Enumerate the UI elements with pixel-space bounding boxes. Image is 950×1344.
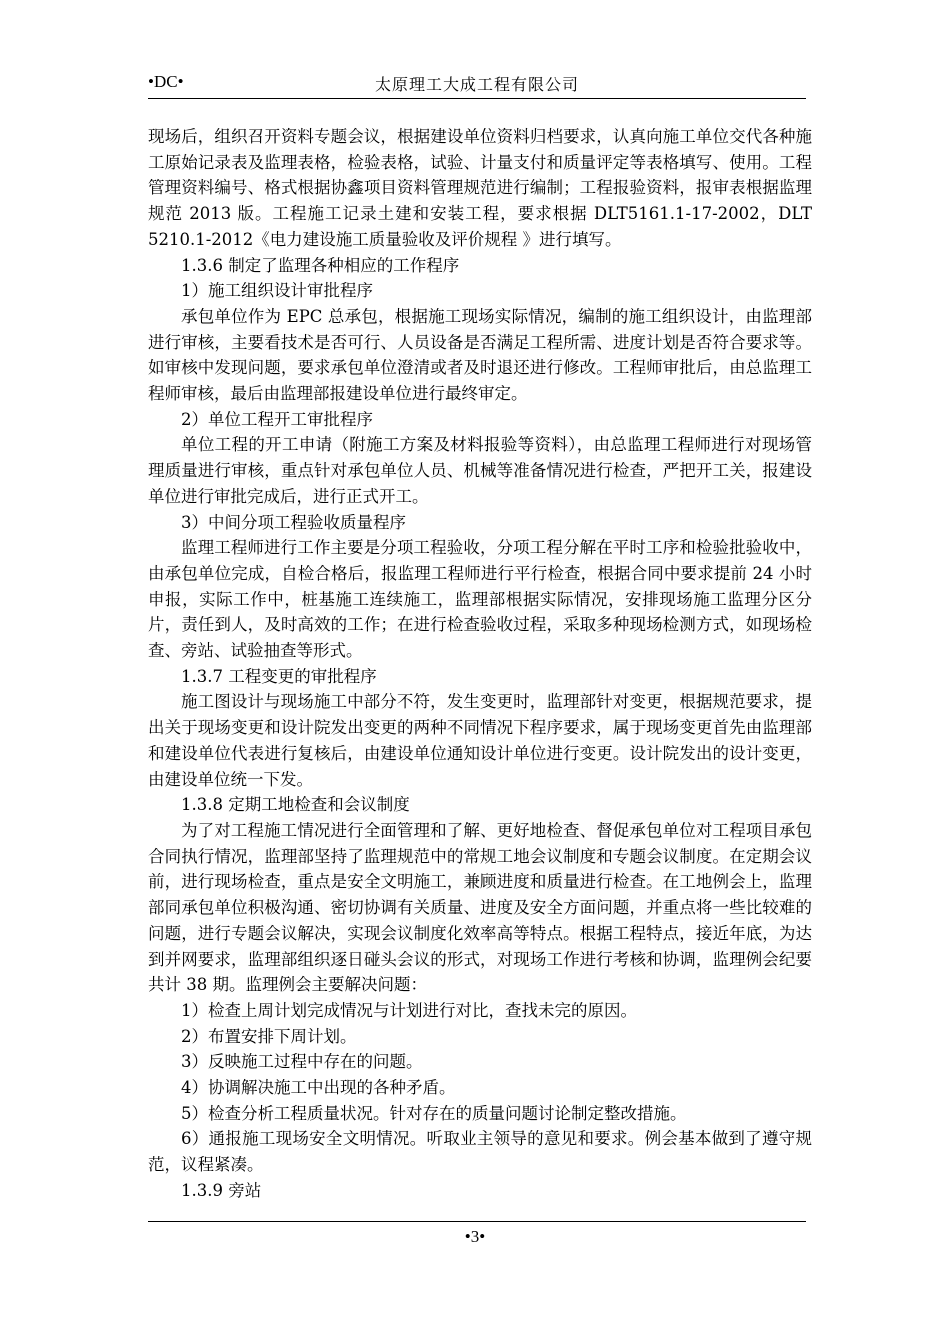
list-item: 6）通报施工现场安全文明情况。听取业主领导的意见和要求。例会基本做到了遵守规范，议程紧凑。 bbox=[148, 1129, 812, 1175]
subheading-intermediate-acceptance: 3）中间分项工程验收质量程序 bbox=[181, 512, 406, 532]
list-item: 2）布置安排下周计划。 bbox=[181, 1026, 357, 1046]
section-heading-1-3-9: 1.3.9 旁站 bbox=[181, 1180, 262, 1200]
section-heading-1-3-7: 1.3.7 工程变更的审批程序 bbox=[181, 666, 377, 686]
header-company-title: 太原理工大成工程有限公司 bbox=[374, 75, 579, 94]
header-logo-text: •DC• bbox=[148, 72, 184, 91]
list-item: 1）检查上周计划完成情况与计划进行对比，查找未完的原因。 bbox=[181, 1000, 637, 1020]
footer-divider bbox=[148, 1221, 806, 1222]
section-heading-1-3-6: 1.3.6 制定了监理各种相应的工作程序 bbox=[181, 255, 460, 275]
subheading-unit-start-approval: 2）单位工程开工审批程序 bbox=[181, 409, 373, 429]
paragraph: 为了对工程施工情况进行全面管理和了解、更好地检查、督促承包单位对工程项目承包合同执行情况，监理部坚持了监理规范中的常规工地会议制度和专题会议制度。在定期会议前，进行现场检查，重点是安全文明施工，兼顾进度和质量进行检查。在工地例会上，监理部同承包单位积极沟通、密切协调有关质量、进度及安全方面问题，并重点将一些比较难的问题，进行专题会议解决，实现会议制度化效率高等特点。根据工程特点，接近年底，为达到并网要求，监理部组织逐日碰头会议的形式，对现场工作进行考核和协调，监理例会纪要共计 38 期。监理例会主要解决问题： bbox=[148, 820, 812, 995]
paragraph-continued: 现场后，组织召开资料专题会议，根据建设单位资料归档要求，认真向施工单位交代各种施工原始记录表及监理表格，检验表格，试验、计量支付和质量评定等表格填写、使用。工程管理资料编号、格式根据协鑫项目资料管理规范进行编制；工程报验资料，报审表根据监理规范 2013 版。工程施工记录土建和安装工程，要求根据 DLT5161.1-17-2002，DLT 5210.1-2012《电力建设施工质量验收及评价规程 》进行填写。 bbox=[148, 127, 812, 249]
list-item: 4）协调解决施工中出现的各种矛盾。 bbox=[181, 1078, 456, 1098]
page-header bbox=[148, 70, 806, 99]
list-item: 5）检查分析工程质量状况。针对存在的质量问题讨论制定整改措施。 bbox=[181, 1103, 687, 1123]
paragraph: 单位工程的开工申请（附施工方案及材料报验等资料），由总监理工程师进行对现场管理质量进行审核，重点针对承包单位人员、机械等准备情况进行检查，严把开工关，报建设单位进行审批完成后，进行正式开工。 bbox=[148, 435, 812, 506]
subheading-construction-design-approval: 1）施工组织设计审批程序 bbox=[181, 281, 373, 301]
document-body bbox=[148, 124, 812, 1204]
paragraph: 承包单位作为 EPC 总承包，根据施工现场实际情况，编制的施工组织设计，由监理部进行审核，主要看技术是否可行、人员设备是否满足工程所需、进度计划是否符合要求等。如审核中发现问题，要求承包单位澄清或者及时退还进行修改。工程师审批后，由总监理工程师审核，最后由监理部报建设单位进行最终审定。 bbox=[148, 306, 812, 404]
paragraph: 施工图设计与现场施工中部分不符，发生变更时，监理部针对变更，根据规范要求，提出关于现场变更和设计院发出变更的两种不同情况下程序要求，属于现场变更首先由监理部和建设单位代表进行复核后，由建设单位通知设计单位进行变更。设计院发出的设计变更，由建设单位统一下发。 bbox=[148, 692, 812, 789]
section-heading-1-3-8: 1.3.8 定期工地检查和会议制度 bbox=[181, 795, 410, 815]
page-number: •3• bbox=[464, 1227, 486, 1246]
list-item: 3）反映施工过程中存在的问题。 bbox=[181, 1052, 423, 1072]
paragraph: 监理工程师进行工作主要是分项工程验收，分项工程分解在平时工序和检验批验收中，由承包单位完成，自检合格后，报监理工程师进行平行检查，根据合同中要求提前 24 小时申报，实际工作中，桩基施工连续施工，监理部根据实际情况，安排现场施工监理分区分片，责任到人，及时高效的工作；在进行检查验收过程，采取多种现场检测方式，如现场检查、旁站、试验抽查等形式。 bbox=[148, 538, 812, 661]
